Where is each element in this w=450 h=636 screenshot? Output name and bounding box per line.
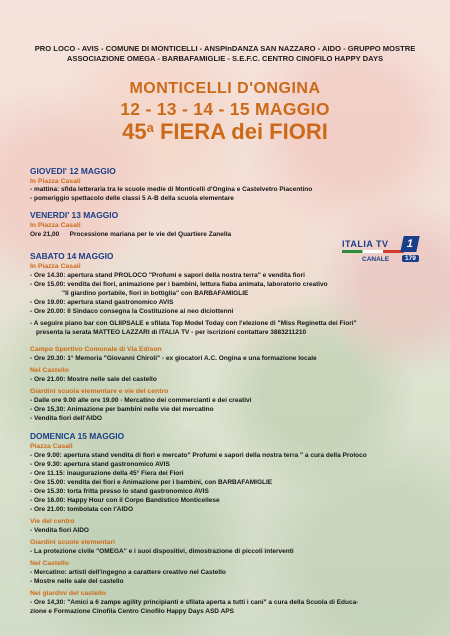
program-line: - Ore 20.30: 1° Memoria "Giovanni Chiroli" - ex giocatori A.C. Ongina e una formazione locale <box>30 355 317 362</box>
program-line <box>30 231 231 239</box>
location-school-gardens-sunday: Giardini scuole elementari <box>30 539 115 546</box>
program-line: - Ore 20.00: Il Sindaco consegna la Costituzione ai neo diciottenni <box>30 308 234 315</box>
day-heading-saturday: SABATO 14 MAGGIO <box>30 251 114 261</box>
program-line: - Ore 15.00: vendita dei fiori, animazione per i bambini, lettura fiaba animata, laboratorio creativo <box>30 281 328 288</box>
location-saturday: In Piazza Casali <box>30 263 81 270</box>
location-thursday: In Piazza Casali <box>30 178 81 185</box>
location-sunday: Piazza Casali <box>30 443 73 450</box>
location-castle: Nel Castello <box>30 367 69 374</box>
tv-name: ITALIA TV <box>342 239 389 249</box>
program-line: - Ore 9.30: apertura stand gastronomico AVIS <box>30 461 170 468</box>
location-school-gardens: Giardini scuola elementare e vie del centro <box>30 388 169 395</box>
program-line: - Vendita fiori AIDO <box>30 527 89 534</box>
event-name: FIERA dei FIORI <box>153 119 328 144</box>
program-line: - Mercatino: artisti dell'ingegno a carattere creativo nel Castello <box>30 569 226 576</box>
edition-superscript: a <box>146 120 154 135</box>
tv-number: 1 <box>400 236 419 252</box>
program-line: - mattina: sfida letteraria tra le scuole medie di Monticelli d'Ongina e Castelvetro Piacentino <box>30 186 313 193</box>
town-title: MONTICELLI D'ONGINA <box>129 80 321 97</box>
program-line: - Ore 15.00: vendita dei fiori e Animazione per i bambini, con BARBAFAMIGLIE <box>30 479 273 486</box>
program-line: - Ore 19.00: apertura stand gastronomico AVIS <box>30 299 174 306</box>
program-time: Ore 21,00 <box>30 231 60 238</box>
location-sports-field: Campo Sportivo Comunale di Via Edison <box>30 346 162 353</box>
program-line: - Ore 15.30: torta fritta presso lo stand gastronomico AVIS <box>30 488 209 495</box>
location-center-streets: Vie del centro <box>30 518 75 525</box>
program-line: - Ore 15,30: Animazione per bambini nelle vie del mercatino <box>30 406 214 413</box>
program-line: - Ore 11.15: inaugurazione della 45° Fiera dei Fiori <box>30 470 184 477</box>
location-friday: In Piazza Casali <box>30 222 81 229</box>
day-heading-friday: VENERDI' 13 MAGGIO <box>30 210 119 220</box>
program-line: - Ore 14,30: "Amici a 6 zampe agility principianti e sfilata aperta a tutti i cani" a cura della Scuola di Educa- <box>30 599 359 606</box>
program-text: Processione mariana per le vie del Quartiere Zanella <box>69 231 232 238</box>
location-castle-sunday: Nel Castello <box>30 560 69 567</box>
location-castle-gardens: Nei giardini del castello <box>30 590 106 597</box>
program-line: - Dalle ore 9.00 alle ore 19.00 - Mercatino dei commercianti e dei creativi <box>30 397 252 404</box>
organizers-line-2: ASSOCIAZIONE OMEGA - BARBAFAMIGLIE - S.E.F.C. CENTRO CINOFILO HAPPY DAYS <box>66 54 384 63</box>
program-line: - La protezione civile "OMEGA" e i suoi dispositivi, dimostrazione di piccoli interventi <box>30 548 294 555</box>
program-line: "Il giardino portabile, fiori in bottiglia" con BARBAFAMIGLIE <box>62 290 249 297</box>
program-line: - Ore 9.00: apertura stand vendita di fiori e mercato" Profumi e sapori della nostra terra " a cura della Proloco <box>30 452 367 459</box>
italia-tv-logo <box>342 239 422 269</box>
edition-number: 45 <box>122 119 147 144</box>
program-line: - A seguire piano bar con GLIIPSALE e sfilata Top Model Today con l'elezione di "Miss Reginetta dei Fiori" <box>30 320 357 327</box>
program-line: - Ore 14.30: apertura stand PROLOCO "Profumi e sapori della nostra terra" e vendita fiori <box>30 272 305 279</box>
tv-flag-stripe <box>342 250 404 253</box>
program-line: - pomeriggio spettacolo delle classi 5 A-B della scuola elementare <box>30 195 234 202</box>
event-dates: 12 - 13 - 14 - 15 MAGGIO <box>120 99 330 119</box>
program-line: - Vendita fiori dell'AIDO <box>30 415 102 422</box>
program-line: presenta la serata MATTEO LAZZARI di ITALIA TV - per iscrizioni contattare 3883211210 <box>36 329 307 336</box>
program-line: - Mostre nelle sale del castello <box>30 578 124 585</box>
day-heading-sunday: DOMENICA 15 MAGGIO <box>30 431 125 441</box>
organizers-line-1: PRO LOCO - AVIS - COMUNE DI MONTICELLI - ANSPInDANZA SAN NAZZARO - AIDO - GRUPPO MOSTRE <box>34 44 416 53</box>
program-line: zione e Formazione Cinofila Centro Cinofilo Happy Days ASD APS <box>30 608 234 615</box>
program-line: - Ore 21.00: tombolata con l'AIDO <box>30 506 134 513</box>
tv-canale-label: CANALE <box>362 256 390 263</box>
tv-canale-number: 179 <box>402 255 419 262</box>
day-heading-thursday: GIOVEDI' 12 MAGGIO <box>30 166 116 176</box>
event-title <box>0 119 450 145</box>
program-line: - Ore 16.00: Happy Hour con il Corpo Bandistico Monticellese <box>30 497 220 504</box>
program-line: - Ore 21.00: Mostre nelle sale del castello <box>30 376 157 383</box>
